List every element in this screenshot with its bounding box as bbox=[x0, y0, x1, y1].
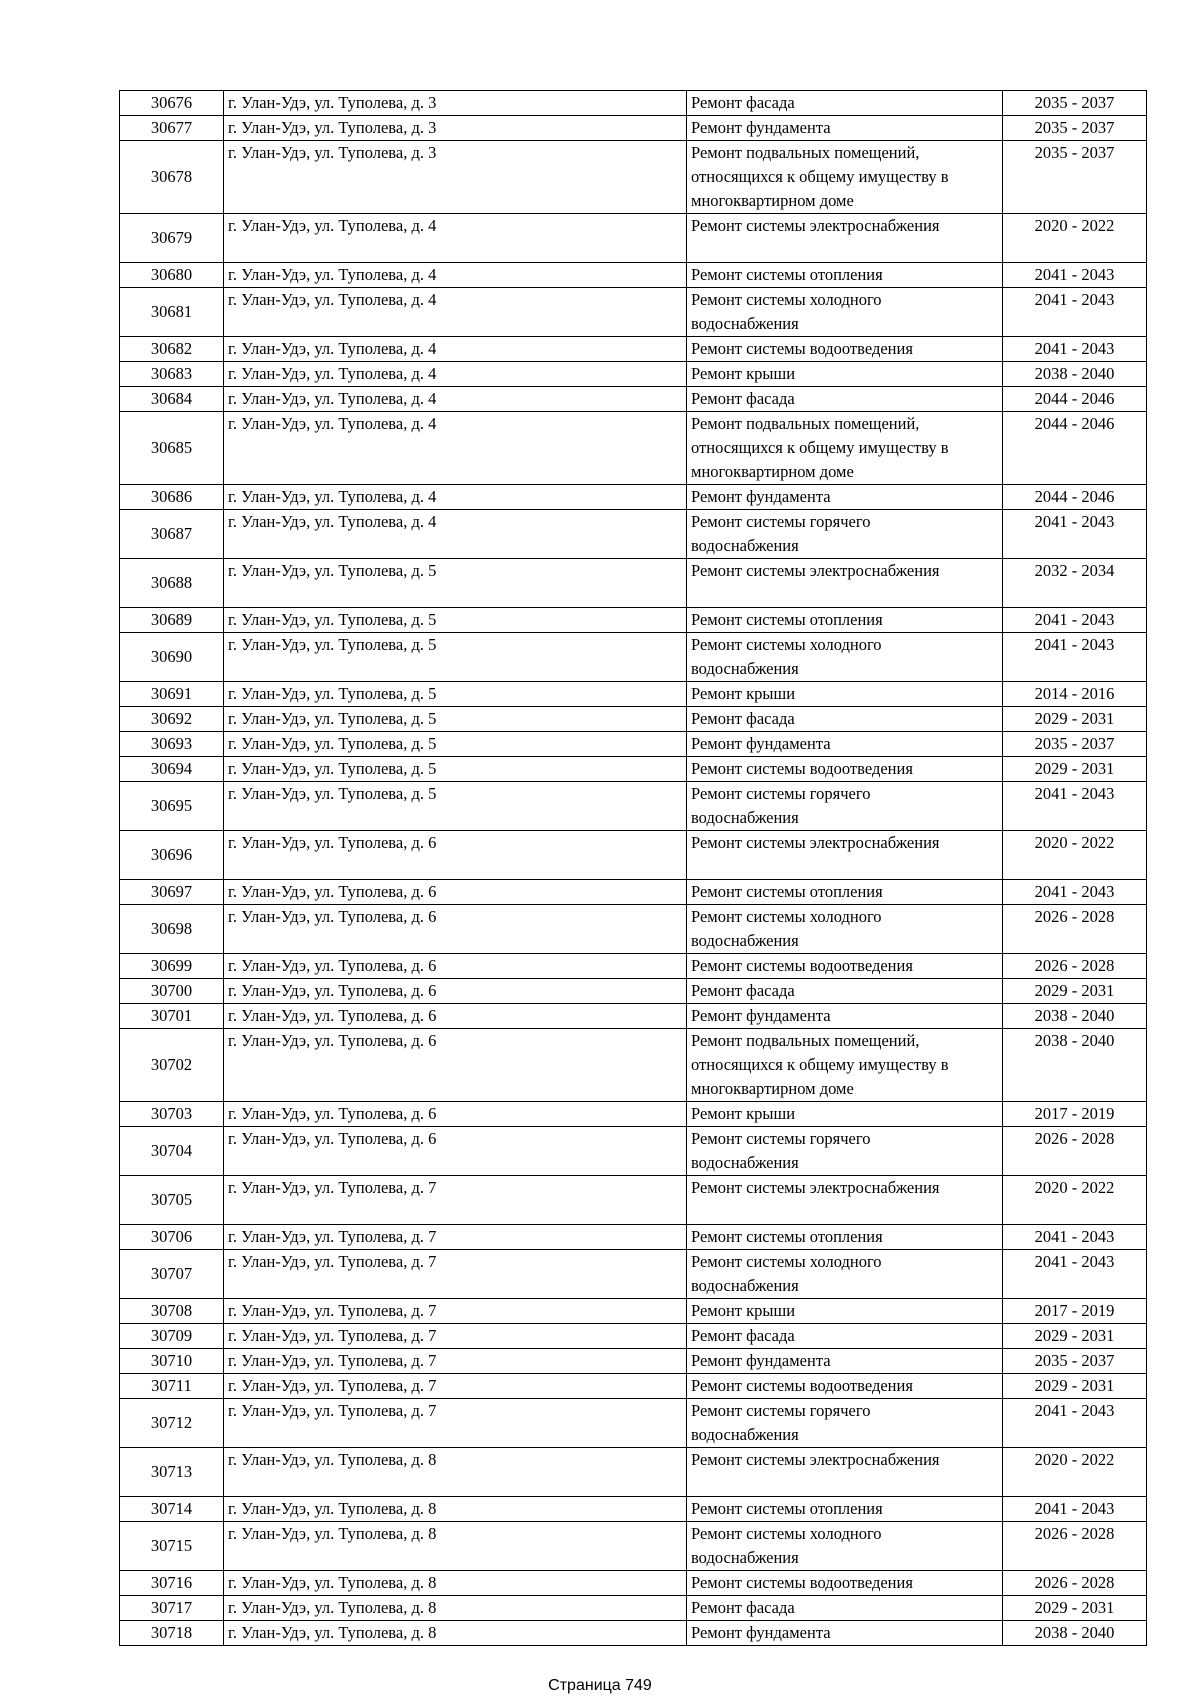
row-work-type: Ремонт системы горячего водоснабжения bbox=[687, 1399, 1003, 1448]
row-address: г. Улан-Удэ, ул. Туполева, д. 6 bbox=[224, 1029, 687, 1102]
row-number: 30718 bbox=[120, 1621, 224, 1646]
row-period: 2020 - 2022 bbox=[1003, 214, 1147, 263]
table-row bbox=[120, 141, 1147, 214]
table-row bbox=[120, 831, 1147, 880]
row-address: г. Улан-Удэ, ул. Туполева, д. 6 bbox=[224, 1102, 687, 1127]
row-number: 30684 bbox=[120, 387, 224, 412]
row-number: 30717 bbox=[120, 1596, 224, 1621]
table-row bbox=[120, 954, 1147, 979]
row-address: г. Улан-Удэ, ул. Туполева, д. 5 bbox=[224, 782, 687, 831]
table-row bbox=[120, 387, 1147, 412]
table-row bbox=[120, 633, 1147, 682]
row-period: 2035 - 2037 bbox=[1003, 732, 1147, 757]
row-period: 2038 - 2040 bbox=[1003, 1621, 1147, 1646]
row-number: 30688 bbox=[120, 559, 224, 608]
row-address: г. Улан-Удэ, ул. Туполева, д. 4 bbox=[224, 337, 687, 362]
row-period: 2041 - 2043 bbox=[1003, 633, 1147, 682]
row-number: 30698 bbox=[120, 905, 224, 954]
row-period: 2038 - 2040 bbox=[1003, 362, 1147, 387]
row-number: 30712 bbox=[120, 1399, 224, 1448]
table-row bbox=[120, 782, 1147, 831]
row-number: 30692 bbox=[120, 707, 224, 732]
table-row bbox=[120, 905, 1147, 954]
row-number: 30694 bbox=[120, 757, 224, 782]
row-work-type: Ремонт крыши bbox=[687, 362, 1003, 387]
row-period: 2041 - 2043 bbox=[1003, 510, 1147, 559]
row-work-type: Ремонт системы электроснабжения bbox=[687, 1176, 1003, 1225]
table-row bbox=[120, 1448, 1147, 1497]
row-work-type: Ремонт системы холодного водоснабжения bbox=[687, 905, 1003, 954]
row-address: г. Улан-Удэ, ул. Туполева, д. 5 bbox=[224, 707, 687, 732]
row-period: 2029 - 2031 bbox=[1003, 757, 1147, 782]
row-number: 30709 bbox=[120, 1324, 224, 1349]
row-number: 30687 bbox=[120, 510, 224, 559]
row-address: г. Улан-Удэ, ул. Туполева, д. 7 bbox=[224, 1176, 687, 1225]
row-number: 30683 bbox=[120, 362, 224, 387]
row-work-type: Ремонт подвальных помещений, относящихся к общему имуществу в многоквартирном доме bbox=[687, 1029, 1003, 1102]
row-period: 2029 - 2031 bbox=[1003, 707, 1147, 732]
row-number: 30699 bbox=[120, 954, 224, 979]
row-number: 30707 bbox=[120, 1250, 224, 1299]
row-number: 30690 bbox=[120, 633, 224, 682]
row-number: 30678 bbox=[120, 141, 224, 214]
row-address: г. Улан-Удэ, ул. Туполева, д. 5 bbox=[224, 757, 687, 782]
row-address: г. Улан-Удэ, ул. Туполева, д. 5 bbox=[224, 682, 687, 707]
row-period: 2038 - 2040 bbox=[1003, 1004, 1147, 1029]
works-table bbox=[119, 90, 1147, 1646]
row-address: г. Улан-Удэ, ул. Туполева, д. 4 bbox=[224, 387, 687, 412]
row-address: г. Улан-Удэ, ул. Туполева, д. 3 bbox=[224, 91, 687, 116]
row-address: г. Улан-Удэ, ул. Туполева, д. 4 bbox=[224, 510, 687, 559]
row-work-type: Ремонт системы электроснабжения bbox=[687, 831, 1003, 880]
row-period: 2041 - 2043 bbox=[1003, 1225, 1147, 1250]
table-row bbox=[120, 1004, 1147, 1029]
row-address: г. Улан-Удэ, ул. Туполева, д. 6 bbox=[224, 905, 687, 954]
table-row bbox=[120, 608, 1147, 633]
row-address: г. Улан-Удэ, ул. Туполева, д. 6 bbox=[224, 954, 687, 979]
row-address: г. Улан-Удэ, ул. Туполева, д. 8 bbox=[224, 1522, 687, 1571]
row-work-type: Ремонт системы холодного водоснабжения bbox=[687, 1522, 1003, 1571]
row-work-type: Ремонт фасада bbox=[687, 387, 1003, 412]
row-number: 30679 bbox=[120, 214, 224, 263]
table-row bbox=[120, 559, 1147, 608]
row-work-type: Ремонт подвальных помещений, относящихся к общему имуществу в многоквартирном доме bbox=[687, 141, 1003, 214]
row-period: 2041 - 2043 bbox=[1003, 263, 1147, 288]
row-number: 30714 bbox=[120, 1497, 224, 1522]
row-number: 30685 bbox=[120, 412, 224, 485]
row-address: г. Улан-Удэ, ул. Туполева, д. 7 bbox=[224, 1299, 687, 1324]
row-period: 2041 - 2043 bbox=[1003, 782, 1147, 831]
row-number: 30706 bbox=[120, 1225, 224, 1250]
row-work-type: Ремонт системы водоотведения bbox=[687, 1571, 1003, 1596]
row-number: 30702 bbox=[120, 1029, 224, 1102]
row-address: г. Улан-Удэ, ул. Туполева, д. 8 bbox=[224, 1448, 687, 1497]
row-period: 2041 - 2043 bbox=[1003, 288, 1147, 337]
row-work-type: Ремонт фасада bbox=[687, 979, 1003, 1004]
row-period: 2041 - 2043 bbox=[1003, 1399, 1147, 1448]
table-row bbox=[120, 214, 1147, 263]
row-work-type: Ремонт подвальных помещений, относящихся к общему имуществу в многоквартирном доме bbox=[687, 412, 1003, 485]
row-number: 30705 bbox=[120, 1176, 224, 1225]
row-period: 2035 - 2037 bbox=[1003, 116, 1147, 141]
row-address: г. Улан-Удэ, ул. Туполева, д. 8 bbox=[224, 1596, 687, 1621]
table-row bbox=[120, 288, 1147, 337]
row-period: 2029 - 2031 bbox=[1003, 1324, 1147, 1349]
row-work-type: Ремонт системы отопления bbox=[687, 880, 1003, 905]
table-row bbox=[120, 1497, 1147, 1522]
row-number: 30704 bbox=[120, 1127, 224, 1176]
row-number: 30695 bbox=[120, 782, 224, 831]
row-work-type: Ремонт системы водоотведения bbox=[687, 337, 1003, 362]
row-period: 2026 - 2028 bbox=[1003, 1571, 1147, 1596]
table-row bbox=[120, 1522, 1147, 1571]
table-row bbox=[120, 1324, 1147, 1349]
row-address: г. Улан-Удэ, ул. Туполева, д. 4 bbox=[224, 362, 687, 387]
page-number: Страница 749 bbox=[548, 1677, 652, 1694]
row-address: г. Улан-Удэ, ул. Туполева, д. 6 bbox=[224, 1127, 687, 1176]
row-work-type: Ремонт фундамента bbox=[687, 1349, 1003, 1374]
row-period: 2044 - 2046 bbox=[1003, 412, 1147, 485]
row-period: 2041 - 2043 bbox=[1003, 1250, 1147, 1299]
row-period: 2032 - 2034 bbox=[1003, 559, 1147, 608]
row-address: г. Улан-Удэ, ул. Туполева, д. 4 bbox=[224, 485, 687, 510]
row-period: 2026 - 2028 bbox=[1003, 1127, 1147, 1176]
row-number: 30701 bbox=[120, 1004, 224, 1029]
table-row bbox=[120, 337, 1147, 362]
table-row bbox=[120, 707, 1147, 732]
row-number: 30677 bbox=[120, 116, 224, 141]
row-address: г. Улан-Удэ, ул. Туполева, д. 4 bbox=[224, 263, 687, 288]
row-period: 2020 - 2022 bbox=[1003, 831, 1147, 880]
row-period: 2041 - 2043 bbox=[1003, 608, 1147, 633]
row-work-type: Ремонт системы отопления bbox=[687, 1497, 1003, 1522]
row-address: г. Улан-Удэ, ул. Туполева, д. 6 bbox=[224, 831, 687, 880]
row-work-type: Ремонт системы холодного водоснабжения bbox=[687, 1250, 1003, 1299]
row-number: 30716 bbox=[120, 1571, 224, 1596]
row-address: г. Улан-Удэ, ул. Туполева, д. 6 bbox=[224, 1004, 687, 1029]
row-address: г. Улан-Удэ, ул. Туполева, д. 5 bbox=[224, 559, 687, 608]
row-number: 30713 bbox=[120, 1448, 224, 1497]
row-work-type: Ремонт системы холодного водоснабжения bbox=[687, 633, 1003, 682]
row-number: 30708 bbox=[120, 1299, 224, 1324]
row-period: 2029 - 2031 bbox=[1003, 1596, 1147, 1621]
row-address: г. Улан-Удэ, ул. Туполева, д. 7 bbox=[224, 1324, 687, 1349]
table-row bbox=[120, 116, 1147, 141]
row-work-type: Ремонт крыши bbox=[687, 682, 1003, 707]
row-number: 30686 bbox=[120, 485, 224, 510]
row-period: 2020 - 2022 bbox=[1003, 1448, 1147, 1497]
table-row bbox=[120, 263, 1147, 288]
row-work-type: Ремонт системы водоотведения bbox=[687, 757, 1003, 782]
row-work-type: Ремонт фундамента bbox=[687, 732, 1003, 757]
row-address: г. Улан-Удэ, ул. Туполева, д. 5 bbox=[224, 633, 687, 682]
row-number: 30697 bbox=[120, 880, 224, 905]
row-address: г. Улан-Удэ, ул. Туполева, д. 7 bbox=[224, 1399, 687, 1448]
row-work-type: Ремонт фасада bbox=[687, 707, 1003, 732]
row-work-type: Ремонт фасада bbox=[687, 1596, 1003, 1621]
table-row bbox=[120, 1102, 1147, 1127]
row-address: г. Улан-Удэ, ул. Туполева, д. 5 bbox=[224, 732, 687, 757]
row-period: 2035 - 2037 bbox=[1003, 141, 1147, 214]
table-row bbox=[120, 1299, 1147, 1324]
row-period: 2035 - 2037 bbox=[1003, 91, 1147, 116]
row-work-type: Ремонт системы водоотведения bbox=[687, 954, 1003, 979]
row-period: 2020 - 2022 bbox=[1003, 1176, 1147, 1225]
row-work-type: Ремонт крыши bbox=[687, 1299, 1003, 1324]
row-period: 2044 - 2046 bbox=[1003, 485, 1147, 510]
row-period: 2035 - 2037 bbox=[1003, 1349, 1147, 1374]
row-number: 30715 bbox=[120, 1522, 224, 1571]
row-period: 2014 - 2016 bbox=[1003, 682, 1147, 707]
table-row bbox=[120, 362, 1147, 387]
row-work-type: Ремонт крыши bbox=[687, 1102, 1003, 1127]
row-address: г. Улан-Удэ, ул. Туполева, д. 4 bbox=[224, 412, 687, 485]
row-work-type: Ремонт фасада bbox=[687, 1324, 1003, 1349]
row-work-type: Ремонт фасада bbox=[687, 91, 1003, 116]
table-row bbox=[120, 1621, 1147, 1646]
row-number: 30682 bbox=[120, 337, 224, 362]
row-period: 2044 - 2046 bbox=[1003, 387, 1147, 412]
table-row bbox=[120, 732, 1147, 757]
row-address: г. Улан-Удэ, ул. Туполева, д. 7 bbox=[224, 1349, 687, 1374]
table-row bbox=[120, 1571, 1147, 1596]
row-address: г. Улан-Удэ, ул. Туполева, д. 7 bbox=[224, 1374, 687, 1399]
table-row bbox=[120, 1399, 1147, 1448]
row-work-type: Ремонт фундамента bbox=[687, 116, 1003, 141]
table-row bbox=[120, 1176, 1147, 1225]
row-address: г. Улан-Удэ, ул. Туполева, д. 8 bbox=[224, 1571, 687, 1596]
row-address: г. Улан-Удэ, ул. Туполева, д. 7 bbox=[224, 1250, 687, 1299]
row-number: 30681 bbox=[120, 288, 224, 337]
table-row bbox=[120, 485, 1147, 510]
row-number: 30691 bbox=[120, 682, 224, 707]
row-address: г. Улан-Удэ, ул. Туполева, д. 6 bbox=[224, 979, 687, 1004]
table-row bbox=[120, 1250, 1147, 1299]
row-address: г. Улан-Удэ, ул. Туполева, д. 6 bbox=[224, 880, 687, 905]
row-work-type: Ремонт системы отопления bbox=[687, 608, 1003, 633]
row-work-type: Ремонт фундамента bbox=[687, 485, 1003, 510]
row-period: 2029 - 2031 bbox=[1003, 1374, 1147, 1399]
row-work-type: Ремонт системы водоотведения bbox=[687, 1374, 1003, 1399]
row-address: г. Улан-Удэ, ул. Туполева, д. 8 bbox=[224, 1497, 687, 1522]
row-number: 30700 bbox=[120, 979, 224, 1004]
table-row bbox=[120, 757, 1147, 782]
row-address: г. Улан-Удэ, ул. Туполева, д. 5 bbox=[224, 608, 687, 633]
row-period: 2038 - 2040 bbox=[1003, 1029, 1147, 1102]
table-row bbox=[120, 1374, 1147, 1399]
row-period: 2041 - 2043 bbox=[1003, 1497, 1147, 1522]
row-number: 30676 bbox=[120, 91, 224, 116]
row-work-type: Ремонт системы горячего водоснабжения bbox=[687, 1127, 1003, 1176]
table-row bbox=[120, 1349, 1147, 1374]
row-work-type: Ремонт фундамента bbox=[687, 1004, 1003, 1029]
row-number: 30693 bbox=[120, 732, 224, 757]
row-address: г. Улан-Удэ, ул. Туполева, д. 4 bbox=[224, 214, 687, 263]
works-table-body bbox=[120, 91, 1147, 1646]
row-work-type: Ремонт системы электроснабжения bbox=[687, 1448, 1003, 1497]
row-address: г. Улан-Удэ, ул. Туполева, д. 3 bbox=[224, 116, 687, 141]
table-row bbox=[120, 510, 1147, 559]
row-number: 30710 bbox=[120, 1349, 224, 1374]
row-address: г. Улан-Удэ, ул. Туполева, д. 8 bbox=[224, 1621, 687, 1646]
row-period: 2017 - 2019 bbox=[1003, 1102, 1147, 1127]
row-period: 2041 - 2043 bbox=[1003, 880, 1147, 905]
row-work-type: Ремонт фундамента bbox=[687, 1621, 1003, 1646]
row-number: 30703 bbox=[120, 1102, 224, 1127]
table-row bbox=[120, 880, 1147, 905]
row-address: г. Улан-Удэ, ул. Туполева, д. 4 bbox=[224, 288, 687, 337]
row-address: г. Улан-Удэ, ул. Туполева, д. 7 bbox=[224, 1225, 687, 1250]
row-number: 30711 bbox=[120, 1374, 224, 1399]
table-row bbox=[120, 1596, 1147, 1621]
row-number: 30689 bbox=[120, 608, 224, 633]
table-row bbox=[120, 1127, 1147, 1176]
row-work-type: Ремонт системы отопления bbox=[687, 1225, 1003, 1250]
row-work-type: Ремонт системы отопления bbox=[687, 263, 1003, 288]
table-row bbox=[120, 979, 1147, 1004]
row-work-type: Ремонт системы холодного водоснабжения bbox=[687, 288, 1003, 337]
row-period: 2029 - 2031 bbox=[1003, 979, 1147, 1004]
row-work-type: Ремонт системы горячего водоснабжения bbox=[687, 510, 1003, 559]
table-row bbox=[120, 682, 1147, 707]
table-row bbox=[120, 1225, 1147, 1250]
table-row bbox=[120, 1029, 1147, 1102]
table-row bbox=[120, 91, 1147, 116]
row-period: 2026 - 2028 bbox=[1003, 905, 1147, 954]
row-address: г. Улан-Удэ, ул. Туполева, д. 3 bbox=[224, 141, 687, 214]
row-work-type: Ремонт системы электроснабжения bbox=[687, 214, 1003, 263]
row-number: 30680 bbox=[120, 263, 224, 288]
row-period: 2017 - 2019 bbox=[1003, 1299, 1147, 1324]
row-number: 30696 bbox=[120, 831, 224, 880]
row-period: 2026 - 2028 bbox=[1003, 954, 1147, 979]
row-period: 2041 - 2043 bbox=[1003, 337, 1147, 362]
row-work-type: Ремонт системы электроснабжения bbox=[687, 559, 1003, 608]
row-work-type: Ремонт системы горячего водоснабжения bbox=[687, 782, 1003, 831]
row-period: 2026 - 2028 bbox=[1003, 1522, 1147, 1571]
table-row bbox=[120, 412, 1147, 485]
